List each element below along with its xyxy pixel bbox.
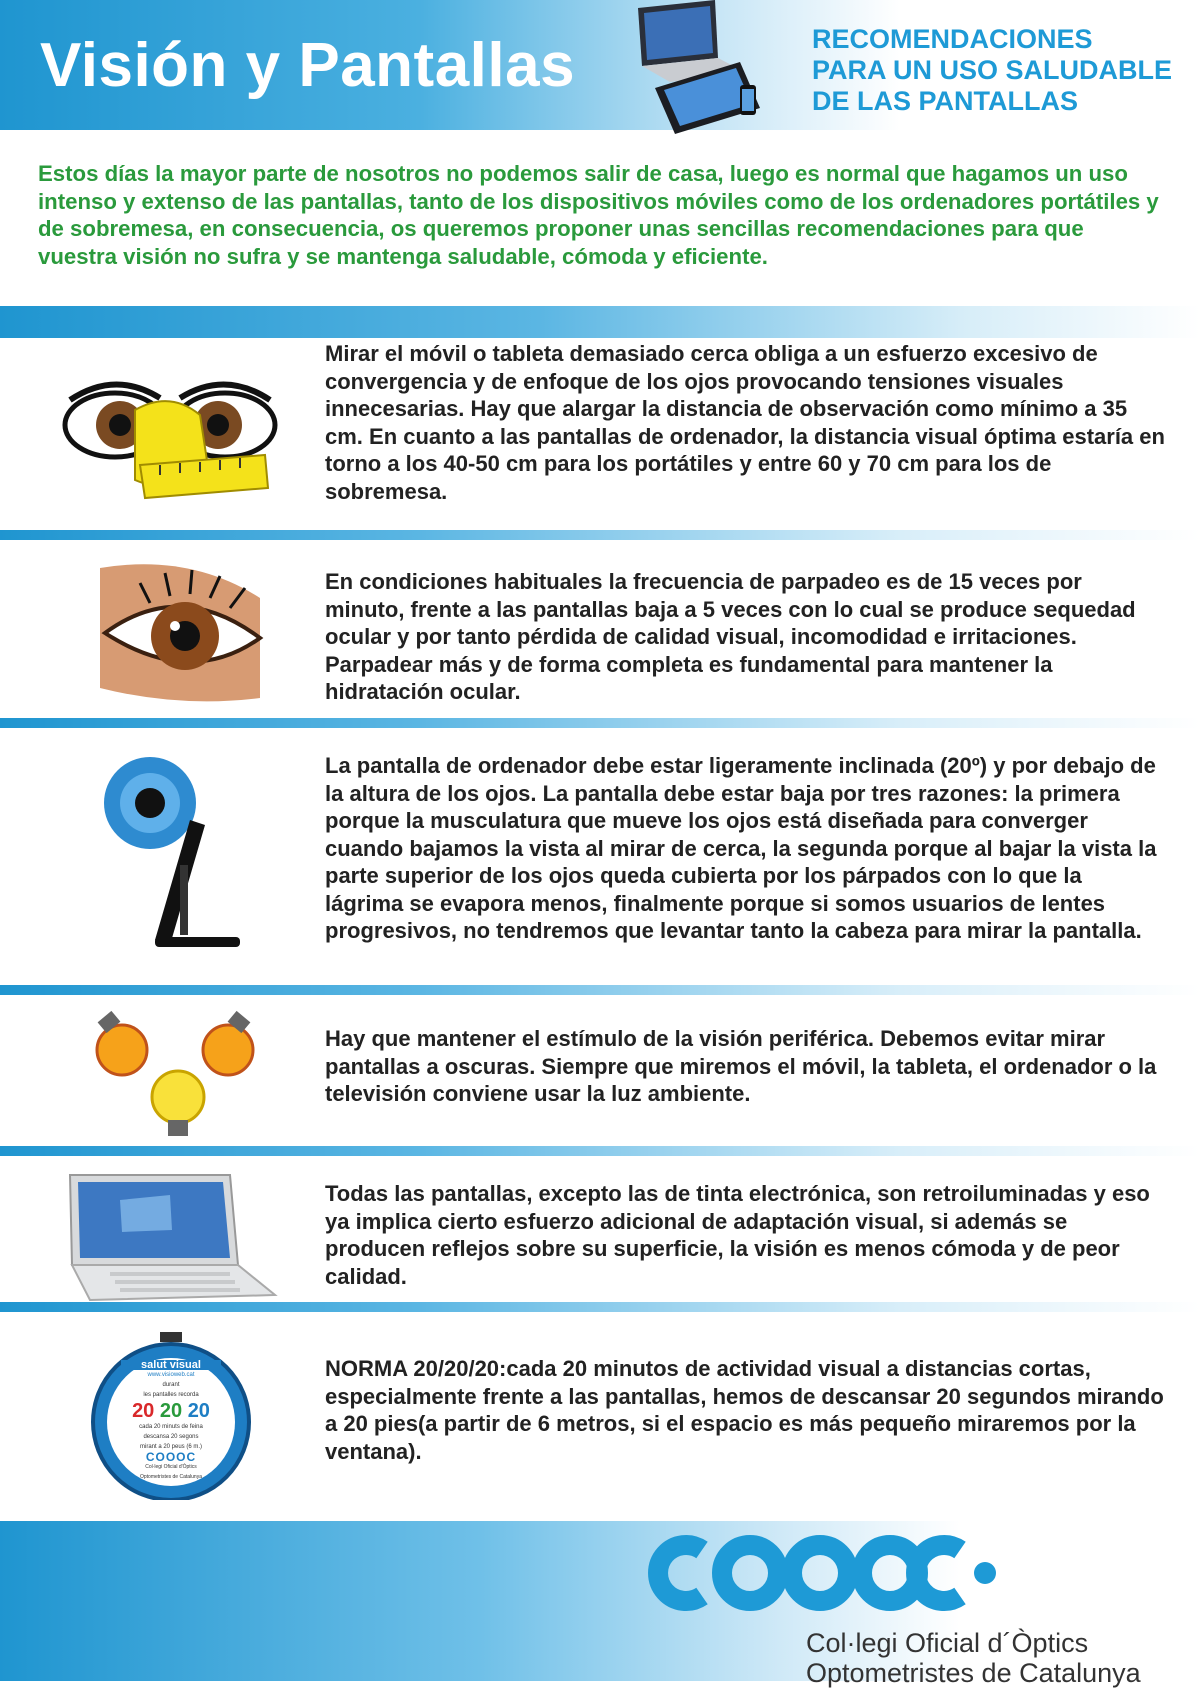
- stopwatch-line: descansa 20 segons: [143, 1434, 199, 1440]
- organization-name: [806, 1628, 1141, 1688]
- recommendation-reflections: [0, 1165, 1200, 1315]
- recommendation-screen-position: [0, 740, 1200, 980]
- recommendation-text: NORMA 20/20/20:cada 20 minutos de actividad visual a distancias cortas, especialmente frente a las pantallas, hemos de descansar 20 segundos mirando a 20 pies(a partir de 6 metros, si el espacio es más pequeño miraremos por la ventana).: [325, 1356, 1164, 1464]
- intro-paragraph: Estos días la mayor parte de nosotros no podemos salir de casa, luego es normal que hagamos un uso intenso y extenso de las pantallas, tanto de los dispositivos móviles como de los ordenadores portátiles y de sobremesa, en consecuencia, os queremos proponer unas sencillas recomendaciones para que vuestra visión no sufra y se mantenga saludable, cómoda y eficiente.: [38, 161, 1159, 269]
- stopwatch-logo: COOOC: [145, 1450, 197, 1464]
- section-divider: [0, 718, 1200, 728]
- recommendation-blinking: [0, 548, 1200, 718]
- devices-icon: [620, 0, 770, 140]
- page-title: Visión y Pantallas: [40, 31, 576, 100]
- stopwatch-org: Col·legi Oficial d'Òptics: [145, 1464, 197, 1470]
- recommendation-text: La pantalla de ordenador debe estar ligeramente inclinada (20º) y por debajo de la altura de los ojos. La pantalla debe estar baja por tres razones: la primera porque la musculatura que mueve los ojos está diseñada para converger cuando bajamos la vista al mirar de cerca, la segunda porque al bajar la vista la parte superior de los ojos queda cubierta por los párpados con lo que la lágrima se evapora menos, finalmente porque si somos usuarios de lentes progresivos, no tendremos que levantar tanto la cabeza para mirar la pantalla.: [325, 753, 1157, 943]
- cooooc-logo: [640, 1528, 1000, 1618]
- stopwatch-number: 20: [132, 1400, 155, 1422]
- divider-band: [0, 306, 1200, 338]
- page-subtitle: [812, 24, 1172, 117]
- section-divider: [0, 985, 1200, 995]
- recommendation-text: Hay que mantener el estímulo de la visión periférica. Debemos evitar mirar pantallas a oscuras. Siempre que miremos el móvil, la tableta, el ordenador o la televisión conviene usar la luz ambiente.: [325, 1026, 1157, 1106]
- stopwatch-line: les pantalles recorda: [143, 1392, 199, 1398]
- stopwatch-line: cada 20 minuts de feina: [139, 1424, 203, 1430]
- stopwatch-number: 20: [159, 1400, 183, 1422]
- section-divider: [0, 1146, 1200, 1156]
- eye-closeup-icon: [60, 558, 280, 708]
- subtitle-line: RECOMENDACIONES: [812, 24, 1093, 54]
- stopwatch-20-20-20-icon: [60, 1330, 280, 1500]
- eyes-measuring-tape-icon: [60, 370, 280, 520]
- subtitle-line: DE LAS PANTALLAS: [812, 86, 1078, 116]
- stopwatch-number: 20: [187, 1400, 210, 1422]
- stopwatch-line: durant: [162, 1382, 180, 1388]
- recommendation-ambient-light: [0, 1005, 1200, 1145]
- stopwatch-line: mirant a 20 peus (6 m.): [139, 1444, 203, 1450]
- section-divider: [0, 1302, 1200, 1312]
- recommendation-20-20-20: [0, 1330, 1200, 1510]
- recommendation-distance: [0, 340, 1200, 530]
- light-bulbs-icon: [60, 1005, 280, 1140]
- recommendation-text: En condiciones habituales la frecuencia de parpadeo es de 15 veces por minuto, frente a las pantallas baja a 5 veces con lo cual se produce sequedad ocular y por tanto pérdida de calidad visual, incomodidad e irritaciones. Parpadear más y de forma completa es fundamental para mantener la hidratación ocular.: [325, 569, 1136, 704]
- recommendation-text: Mirar el móvil o tableta demasiado cerca obliga a un esfuerzo excesivo de convergencia y de enfoque de los ojos provocando tensiones visuales innecesarias. Hay que alargar la distancia de observación como mínimo a 35 cm. En cuanto a las pantallas de ordenador, la distancia visual óptima estaría en torno a los 40-50 cm para los portátiles y entre 60 y 70 cm para los de sobremesa.: [325, 341, 1165, 504]
- stopwatch-org: Optometristes de Catalunya: [140, 1474, 202, 1480]
- organization-line: Col·legi Oficial d´Òptics: [806, 1628, 1089, 1658]
- organization-line: Optometristes de Catalunya: [806, 1658, 1141, 1688]
- subtitle-line: PARA UN USO SALUDABLE: [812, 55, 1173, 85]
- header-banner: [0, 0, 1200, 130]
- section-divider: [0, 530, 1200, 540]
- eye-monitor-icon: [60, 755, 280, 970]
- stopwatch-heading: salut visual: [121, 1360, 221, 1370]
- recommendation-text: Todas las pantallas, excepto las de tinta electrónica, son retroiluminadas y eso ya implica cierto esfuerzo adicional de adaptación visual, si además se producen reflejos sobre su superficie, la visión es menos cómoda y de peor calidad.: [325, 1181, 1150, 1289]
- stopwatch-url: www.visioweb.cat: [147, 1372, 195, 1378]
- laptop-icon: [60, 1170, 280, 1305]
